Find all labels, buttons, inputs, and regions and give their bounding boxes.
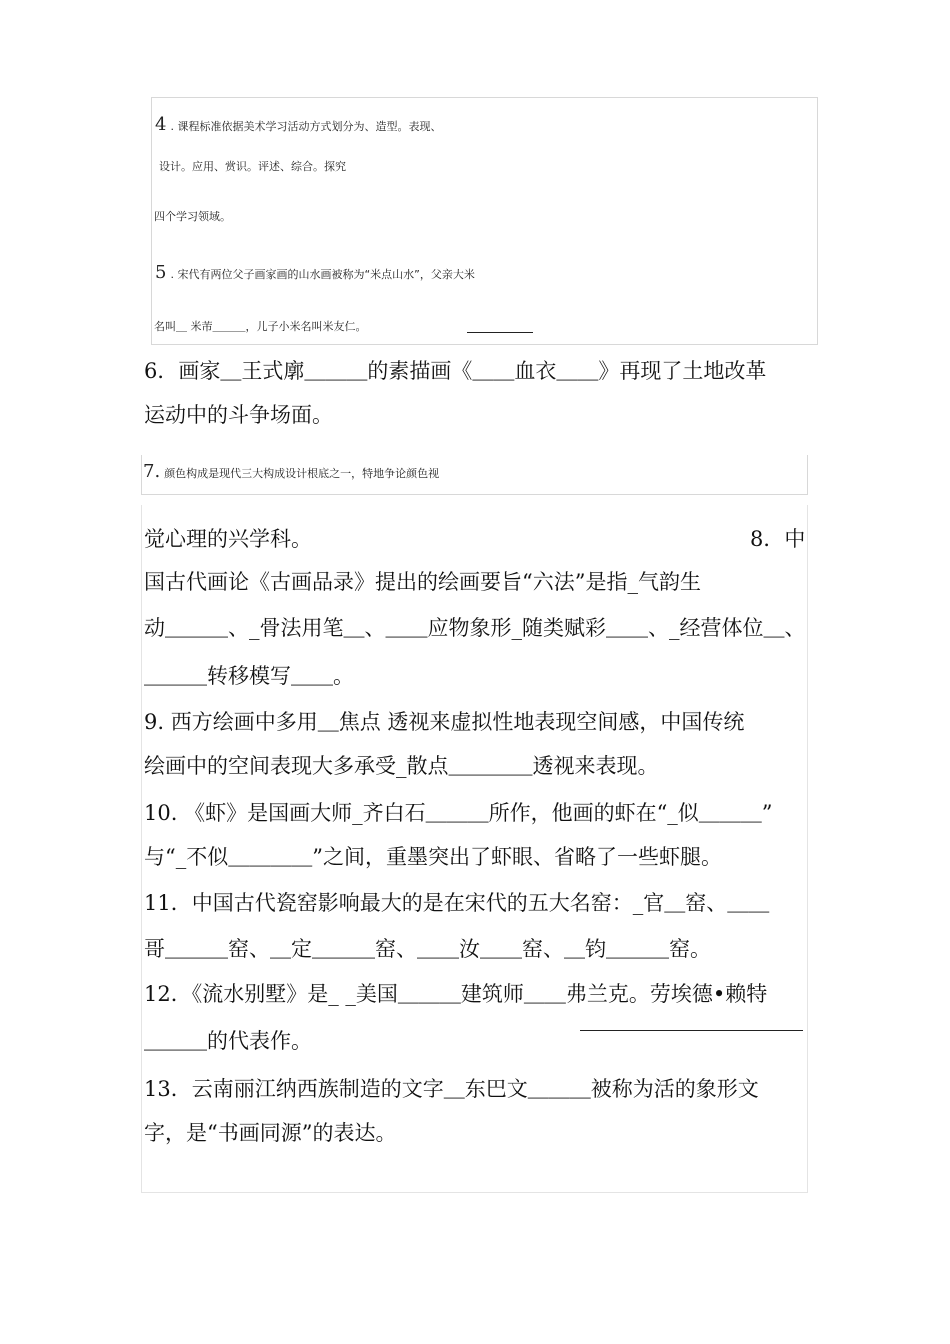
q5-number: 5	[155, 262, 167, 283]
main-line-5: 9. 西方绘画中多用＿焦点 透视来虚拟性地表现空间感，中国传统	[144, 710, 745, 734]
main-line-9: 11．中国古代瓷窑影响最大的是在宋代的五大名窑：_官＿窑、＿＿	[144, 891, 770, 915]
main-line-14: 字，是“书画同源”的表达。	[144, 1121, 397, 1145]
q7-line: 7. 颜色构成是现代三大构成设计根底之一，特地争论颜色视	[143, 461, 440, 482]
q4-line3: 四个学习领域。	[154, 210, 231, 223]
main-line-8: 与“_不似＿＿＿＿”之间，重墨突出了虾眼、省略了一些虾腿。	[144, 845, 722, 869]
main-line-10: 哥＿＿＿窑、＿定＿＿＿窑、＿＿汝＿＿窑、＿钧＿＿＿窑。	[144, 937, 711, 961]
main-line-1a: 觉心理的兴学科。	[144, 527, 312, 551]
q12-answer-blank	[580, 1030, 803, 1031]
q5-answer-blank	[467, 332, 533, 333]
main-line-6: 绘画中的空间表现大多承受_散点＿＿＿＿透视来表现。	[144, 754, 659, 778]
q5-line2: 名叫＿ 米芾＿＿＿，儿子小米名叫米友仁。	[154, 320, 367, 333]
q7-number: 7.	[143, 461, 161, 482]
q4-number: 4	[155, 114, 167, 135]
q6-line2: 运动中的斗争场面。	[144, 403, 333, 427]
main-line-3: 动＿＿＿、_骨法用笔＿、＿＿应物象形_随类赋彩＿＿、_经营体位＿、	[144, 616, 806, 640]
q4-line2: 设计。应用、赏识。评述、综合。探究	[159, 160, 346, 173]
main-line-2: 国古代画论《古画品录》提出的绘画要旨“六法”是指_气韵生	[144, 570, 701, 594]
q6-line1: 6．画家＿王式廓＿＿＿的素描画《＿＿血衣＿＿》再现了土地改革	[144, 359, 767, 383]
main-line-7: 10. 《虾》是国画大师_齐白石＿＿＿所作，他画的虾在“_似＿＿＿”	[144, 801, 773, 825]
q4-line1: 4 . 课程标准依据美术学习活动方式划分为、造型。表现、	[155, 114, 442, 135]
main-line-1b: 8．中	[750, 527, 806, 551]
main-line-13: 13．云南丽江纳西族制造的文字＿东巴文＿＿＿被称为活的象形文	[144, 1077, 759, 1101]
main-line-4: ＿＿＿转移模写＿＿。	[144, 664, 354, 688]
main-line-11: 12．《流水别墅》是_ _美国＿＿＿建筑师＿＿弗兰克。劳埃德•赖特	[144, 982, 768, 1006]
q5-line1: 5 . 宋代有两位父子画家画的山水画被称为“米点山水”，父亲大米	[155, 262, 475, 283]
main-line-12: ＿＿＿的代表作。	[144, 1029, 312, 1053]
